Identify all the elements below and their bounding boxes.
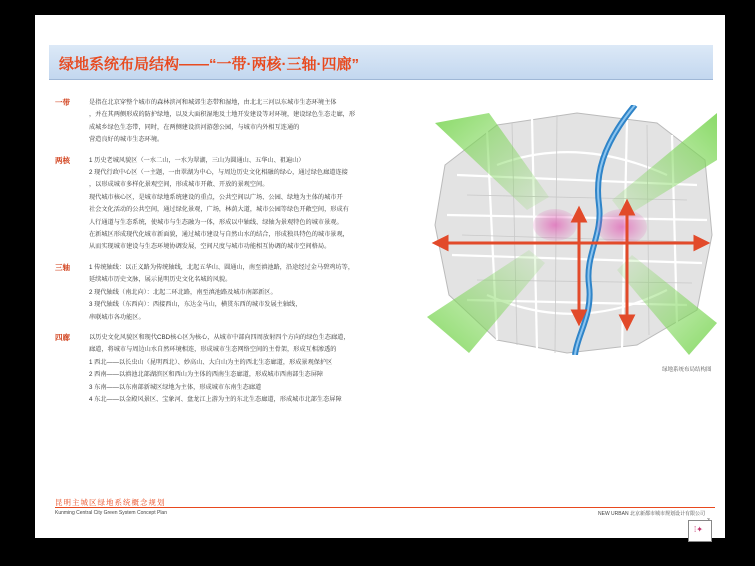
text-line: 廊道，将城市与周边山水自然环境相连，形成城市生态网络空间的主骨架，形成互相渗透的 (89, 346, 337, 354)
text-line: ，以形成城市多样化景观空间，形成城市开敞、开放的景观空间。 (89, 181, 269, 189)
text-line: 2 现代轴线（南北向）：北起二环北路，南至滇池路及城市南部新区。 (89, 288, 277, 296)
section-cores (55, 155, 425, 254)
text-line: 以历史文化风貌区和现代CBD核心区为核心，从城市中部向四周放射四个方向的绿色生态廊道， (89, 333, 350, 341)
footer-title-en: Kunming Central City Green System Concept Plan (55, 510, 167, 516)
text-line: 4 东北——以金殿风景区、宝象河、盘龙江上游为主的东北生态廊道，形成城市北部生态屏障 (89, 395, 342, 403)
text-line: 2 现代行政中心区（一主题，一由翠湖为中心，与周边历史文化相融的绿心，通过绿色廊道连接 (89, 169, 348, 177)
text-line: 3 东南——以东南部新城区绿地为主体，形成城市东南生态廊道 (89, 383, 262, 391)
title-bar (49, 45, 713, 80)
text-line: 营造良好的城市生态环境。 (89, 136, 164, 144)
slide (35, 15, 725, 538)
text-line: 人行通道与生态系统，使城市与生态融为一体，形成以中轴线、绿轴为景观特色的城市景观。 (89, 218, 343, 226)
nav-corner-button[interactable] (688, 520, 712, 542)
text-line: 串联城市各功能区。 (89, 313, 145, 321)
text-content (55, 97, 425, 406)
text-line: 1 传统轴线：以正义路为传统轴线，北起五华山、圆通山，南至滇池路，沿途经过金马碧鸡坊等， (89, 263, 355, 271)
section-corridors (55, 332, 425, 406)
text-line: 是指在北京穿整个城市的森林滨河和城郊生态带和湿地，由北北三河以东城市生态环境主体 (89, 99, 337, 106)
text-line: 成城乡绿色生态带，同时，在两侧建设滨河游憩公园，与城市内外相互连通的 (89, 123, 300, 131)
footer-company: NEW URBAN 北京新都市城市规划设计有限公司 (598, 511, 705, 517)
text-line: ，并在其两侧形成的防护绿地，以及大面积湿地及土地开发建设等对环境，建设绿色生态走廊，形 (89, 111, 356, 119)
text-line: 从而实现城市建设与生态环境协调发展，空间尺度与城市功能相互协调的城市空间格局。 (89, 243, 331, 251)
section-label: 两核 (55, 155, 70, 165)
text-line: 3 现代轴线（东西向）：西接西山，东达金马山，横贯东西的城市发展主轴线， (89, 301, 302, 309)
section-label: 一带 (55, 98, 70, 107)
section-axes (55, 262, 425, 324)
text-line: 社会文化活动的公共空间，通过绿化景观，广场，林荫大道，城市公园等绿色开敞空间，形成有 (89, 206, 349, 214)
footer-title-cn: 昆明主城区绿地系统概念规划 (55, 498, 166, 507)
structure-map (427, 105, 717, 355)
text-line: 1 西北——以长虫山（昆明西北）、妙高山、大白山为主的西北生态廊道，形成景观保护区 (89, 358, 333, 366)
section-label: 四廊 (55, 332, 70, 342)
core-historic (533, 209, 577, 241)
text-line: 2 西南——以滇池北部湖滨区和西山为主体的西南生态廊道，形成城市西南部生态屏障 (89, 371, 324, 379)
text-line: 现代城市核心区，是城市绿地系统建设的重点，公共空间以广场、公园、绿地为主体的城市开 (89, 193, 343, 201)
slide-nav-icon: ⁞✦ (694, 525, 703, 534)
text-line: 1 历史老城风貌区（一水二山，一水为翠湖，三山为圆通山、五华山、祖遍山） (89, 156, 305, 164)
text-line: 在新城区形成现代化城市新面貌，通过城市建设与自然山水的结合，形成独具特色的城市景观， (89, 231, 349, 239)
section-label: 三轴 (55, 262, 70, 272)
map-caption: 绿地系统布局结构图 (662, 367, 712, 373)
footer-divider (55, 507, 715, 508)
section-belt (55, 97, 425, 147)
text-line: 延续城市历史文脉，展示昆明历史文化名城的风貌。 (89, 276, 232, 284)
page-title: 绿地系统布局结构——“一带·两核·三轴·四廊” (59, 56, 359, 73)
